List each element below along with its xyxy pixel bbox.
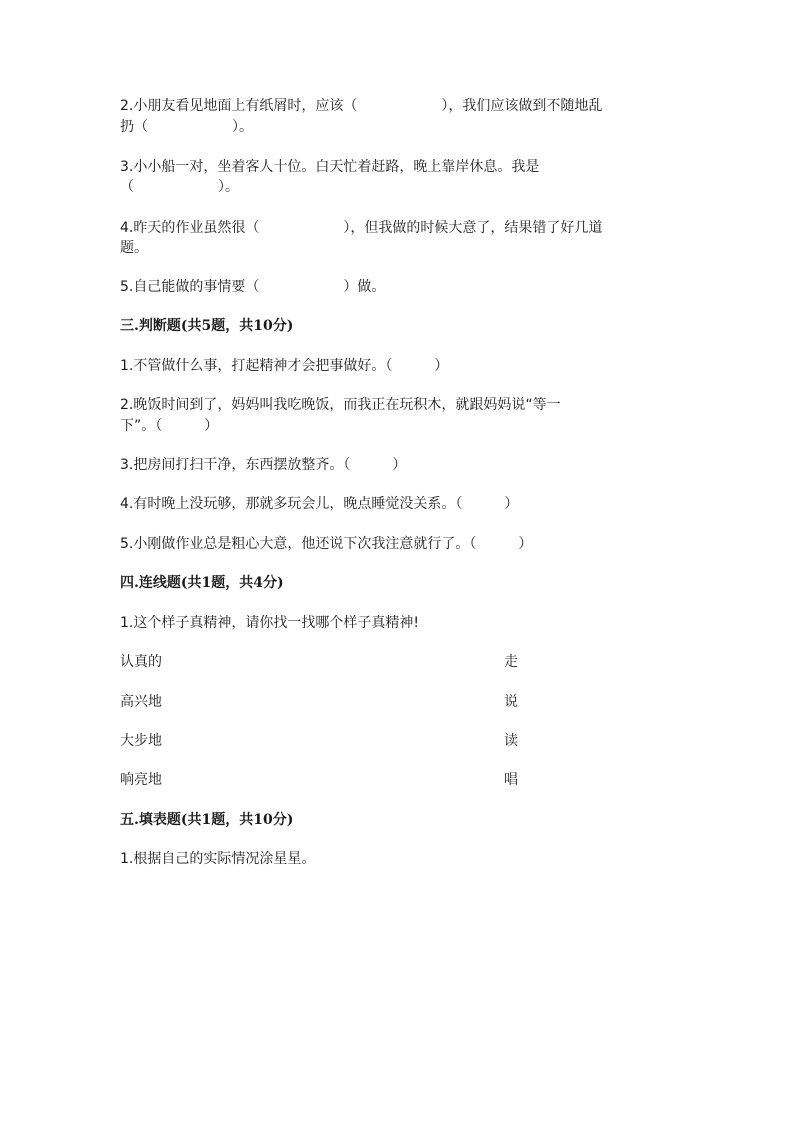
matching-right-item: 说 bbox=[504, 694, 518, 710]
judge-q1: 1.不管做什么事，打起精神才会把事做好。（ ） bbox=[120, 358, 449, 374]
judge-q3: 3.把房间打扫干净，东西摆放整齐。（ ） bbox=[120, 457, 407, 473]
fill-q4-line2: 题。 bbox=[120, 240, 148, 256]
fill-q2-line2: 扔（ ）。 bbox=[120, 119, 253, 135]
judge-q2-line1: 2.晚饭时间到了，妈妈叫我吃晚饭，而我正在玩积木，就跟妈妈说“等一 bbox=[120, 397, 561, 413]
matching-left-item: 认真的 bbox=[120, 654, 162, 670]
fill-q2-line1: 2.小朋友看见地面上有纸屑时，应该（ ），我们应该做到不随地乱 bbox=[120, 98, 603, 114]
matching-q1: 1.这个样子真精神，请你找一找哪个样子真精神! bbox=[120, 615, 419, 631]
matching-right-item: 唱 bbox=[504, 772, 518, 788]
matching-right-item: 读 bbox=[504, 733, 518, 749]
fill-q3-line2: （ ）。 bbox=[120, 179, 239, 195]
fill-q4-line1: 4.昨天的作业虽然很（ ），但我做的时候大意了，结果错了好几道 bbox=[120, 220, 603, 236]
judge-q4: 4.有时晚上没玩够，那就多玩会儿，晚点睡觉没关系。（ ） bbox=[120, 496, 519, 512]
table-q1: 1.根据自己的实际情况涂星星。 bbox=[120, 851, 316, 867]
judge-q2-line2: 下”。（ ） bbox=[120, 418, 219, 434]
matching-left-item: 大步地 bbox=[120, 733, 162, 749]
matching-left-item: 高兴地 bbox=[120, 694, 162, 710]
matching-heading: 四.连线题(共1题，共4分) bbox=[120, 575, 284, 591]
judge-heading: 三.判断题(共5题，共10分) bbox=[120, 318, 294, 334]
judge-q5: 5.小刚做作业总是粗心大意，他还说下次我注意就行了。（ ） bbox=[120, 536, 533, 552]
table-heading: 五.填表题(共1题，共10分) bbox=[120, 812, 294, 828]
fill-q3-line1: 3.小小船一对，坐着客人十位。白天忙着赶路，晚上靠岸休息。我是 bbox=[120, 159, 540, 175]
matching-left-item: 响亮地 bbox=[120, 772, 162, 788]
matching-right-item: 走 bbox=[504, 654, 518, 670]
fill-q5: 5.自己能做的事情要（ ）做。 bbox=[120, 279, 386, 295]
